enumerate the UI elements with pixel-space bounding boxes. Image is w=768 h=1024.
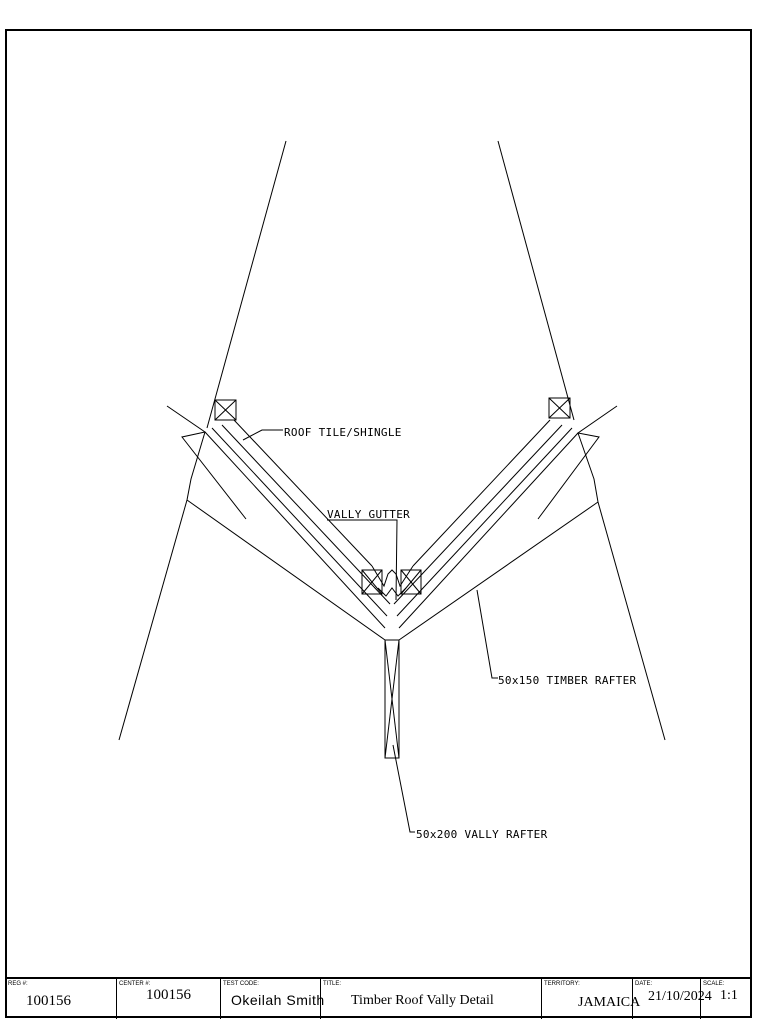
test-code-value: Okeilah Smith [231,992,325,1008]
title-block [6,977,751,1019]
label-timber-rafter: 50x150 TIMBER RAFTER [498,674,637,687]
sheet-border [6,30,751,1017]
label-vally-gutter: VALLY GUTTER [327,508,411,521]
center-value: 100156 [146,987,191,1003]
territory-value: JAMAICA [578,995,641,1010]
reg-cell [6,979,116,1019]
title-value: Timber Roof Vally Detail [351,993,494,1008]
center-cell [116,979,220,1019]
territory-cell [541,979,641,1019]
scale-caption: SCALE: [703,981,725,987]
reg-caption: REG #: [8,981,28,987]
reg-value: 100156 [26,993,71,1009]
date-caption: DATE: [635,981,653,987]
center-caption: CENTER #: [119,981,151,987]
territory-caption: TERRITORY: [544,981,580,987]
label-vally-rafter: 50x200 VALLY RAFTER [416,828,548,841]
valley-detail-drawing [119,141,665,832]
date-value: 21/10/2024 [648,989,712,1004]
date-cell [632,979,712,1019]
label-roof-tile: ROOF TILE/SHINGLE [284,426,402,439]
title-cell [320,979,541,1019]
test-code-cell [220,979,325,1019]
scale-value: 1:1 [720,988,738,1003]
scale-cell [700,979,751,1019]
title-caption: TITLE: [323,981,342,987]
test-code-caption: TEST CODE: [223,981,259,987]
